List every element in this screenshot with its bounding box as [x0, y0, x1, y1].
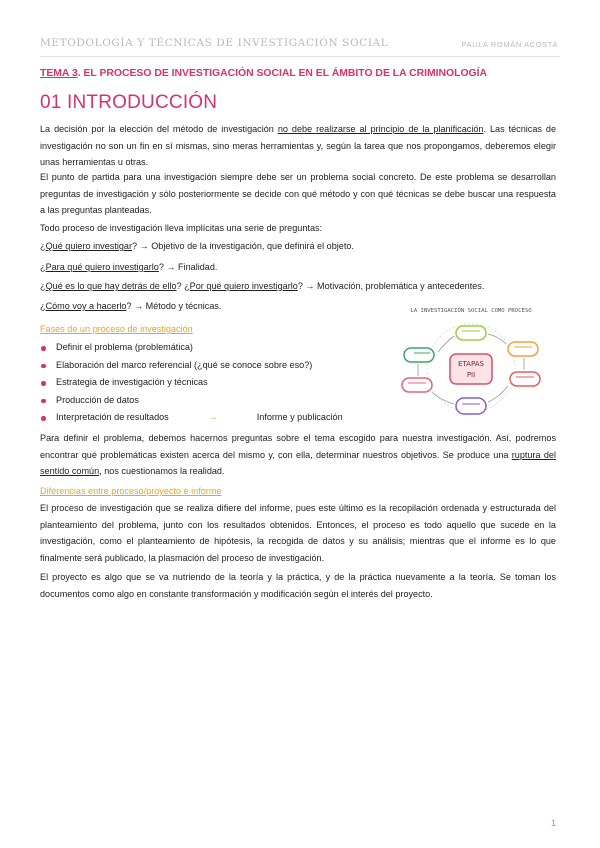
paragraph-intro	[40, 121, 556, 171]
section-number: 01	[40, 92, 62, 113]
arrow-icon: →	[208, 412, 218, 422]
paragraph-starting-point: El punto de partida para una investigación siempre debe ser un problema social concreto. De este problema se desarrollan preguntas de investigación y sólo posteriormente se decide con qué método y con qué técnicas se debe buscar una respuesta a las preguntas planteadas.	[40, 172, 556, 215]
stage-node-bottom	[456, 398, 486, 414]
para1-underline: no debe realizarse al principio de la planificación	[277, 124, 484, 134]
list-item: Definir el problema (problemática)	[40, 339, 370, 357]
question-1: ¿Qué quiero investigar? → Objetivo de la investigación, que definirá el objeto.	[40, 241, 354, 251]
stage-node-lower-left	[402, 378, 432, 392]
header-course: METODOLOGÍA Y TÉCNICAS DE INVESTIGACIÓN SOCIAL	[40, 37, 389, 49]
list-item: Producción de datos	[40, 392, 370, 410]
para1-start: La decisión por la elección del método de investigación	[40, 124, 278, 134]
para4-underline: ruptura del sentido común	[40, 449, 556, 476]
stage-node-left	[404, 348, 434, 362]
phase-publication: Informe y publicación	[256, 412, 343, 422]
list-item: Elaboración del marco referencial (¿qué se conoce sobre eso?)	[40, 357, 370, 375]
list-item: Interpretación de resultados → Informe y publicación	[40, 409, 370, 427]
list-item: Estrategia de investigación y técnicas	[40, 374, 370, 392]
cycle-arrow-4	[488, 386, 508, 402]
cycle-arrow-1	[438, 336, 454, 352]
para1-end: . Las técnicas de investigación no son un fin en sí mismas, sino meras herramientas y, según la tarea que nos propongamos, deberemos elegir unas herramientas u otras.	[40, 124, 556, 167]
question-4: ¿Cómo voy a hacerlo? → Método y técnicas.	[40, 301, 222, 311]
question-3: ¿Qué es lo que hay detrás de ello? ¿Por qué quiero investigarlo? → Motivación, problemática y antecedentes.	[40, 281, 485, 291]
question-2: ¿Para qué quiero investigarlo? → Finalidad.	[40, 262, 218, 272]
diagram-center-label-2: PII	[466, 371, 476, 379]
section-heading	[40, 92, 217, 114]
paragraph-questions-intro: Todo proceso de investigación lleva implícitas una serie de preguntas:	[40, 223, 323, 233]
stage-node-lower-right	[510, 372, 540, 386]
header-author: PAULA ROMÁN ACOSTA	[461, 40, 558, 49]
cycle-arrow-2	[488, 334, 506, 344]
para4-end: , nos cuestionamos la realidad.	[99, 466, 225, 476]
stage-node-top	[456, 326, 486, 340]
phases-heading: Fases de un proceso de investigación	[40, 324, 193, 334]
page-title	[40, 68, 487, 79]
paragraph-project: El proyecto es algo que se va nutriendo de la teoría y la práctica, y de la práctica nuevamente a la teoría. Se toman los documentos como algo en constante transformación y modificación según el interés del proyecto.	[40, 572, 556, 599]
title-prefix: TEMA 3	[40, 68, 78, 79]
stage-node-right	[508, 342, 538, 356]
diagram-center	[450, 354, 492, 384]
diagram-title: LA INVESTIGACIÓN SOCIAL COMO PROCESO	[410, 308, 532, 314]
phases-list	[40, 339, 370, 427]
paragraph-define-problem	[40, 430, 556, 480]
differences-heading: Diferencias entre proceso/proyecto e informe	[40, 486, 222, 496]
header-divider	[40, 56, 560, 57]
diagram-center-label: ETAPAS	[458, 360, 484, 368]
para4-start: Para definir el problema, debemos hacernos preguntas sobre el tema escogido para nuestra investigación. Así, podremos encontrar qué problemáticas existen acerca del mismo y, con ella, determinar nuestros objetivos. Se produce una	[40, 433, 556, 460]
title-text: . EL PROCESO DE INVESTIGACIÓN SOCIAL EN EL ÁMBITO DE LA CRIMINOLOGÍA	[77, 68, 488, 79]
paragraph-process-vs-report: El proceso de investigación que se realiza difiere del informe, pues este último es la recopilación ordenada y estructurada del planteamiento del problema, junto con los resultados obtenidos. Entonces, el proceso es todo aquello que sucede en la investigación, como el planteamiento de hipótesis, la recogida de datos y su análisis; mientras que el informe es lo que finalmente será publicado, la plasmación del proceso de investigación.	[40, 503, 556, 563]
cycle-arrow-5	[432, 392, 454, 404]
page-number: 1	[550, 818, 556, 828]
research-process-diagram	[386, 302, 556, 422]
section-title: INTRODUCCIÓN	[67, 92, 218, 113]
